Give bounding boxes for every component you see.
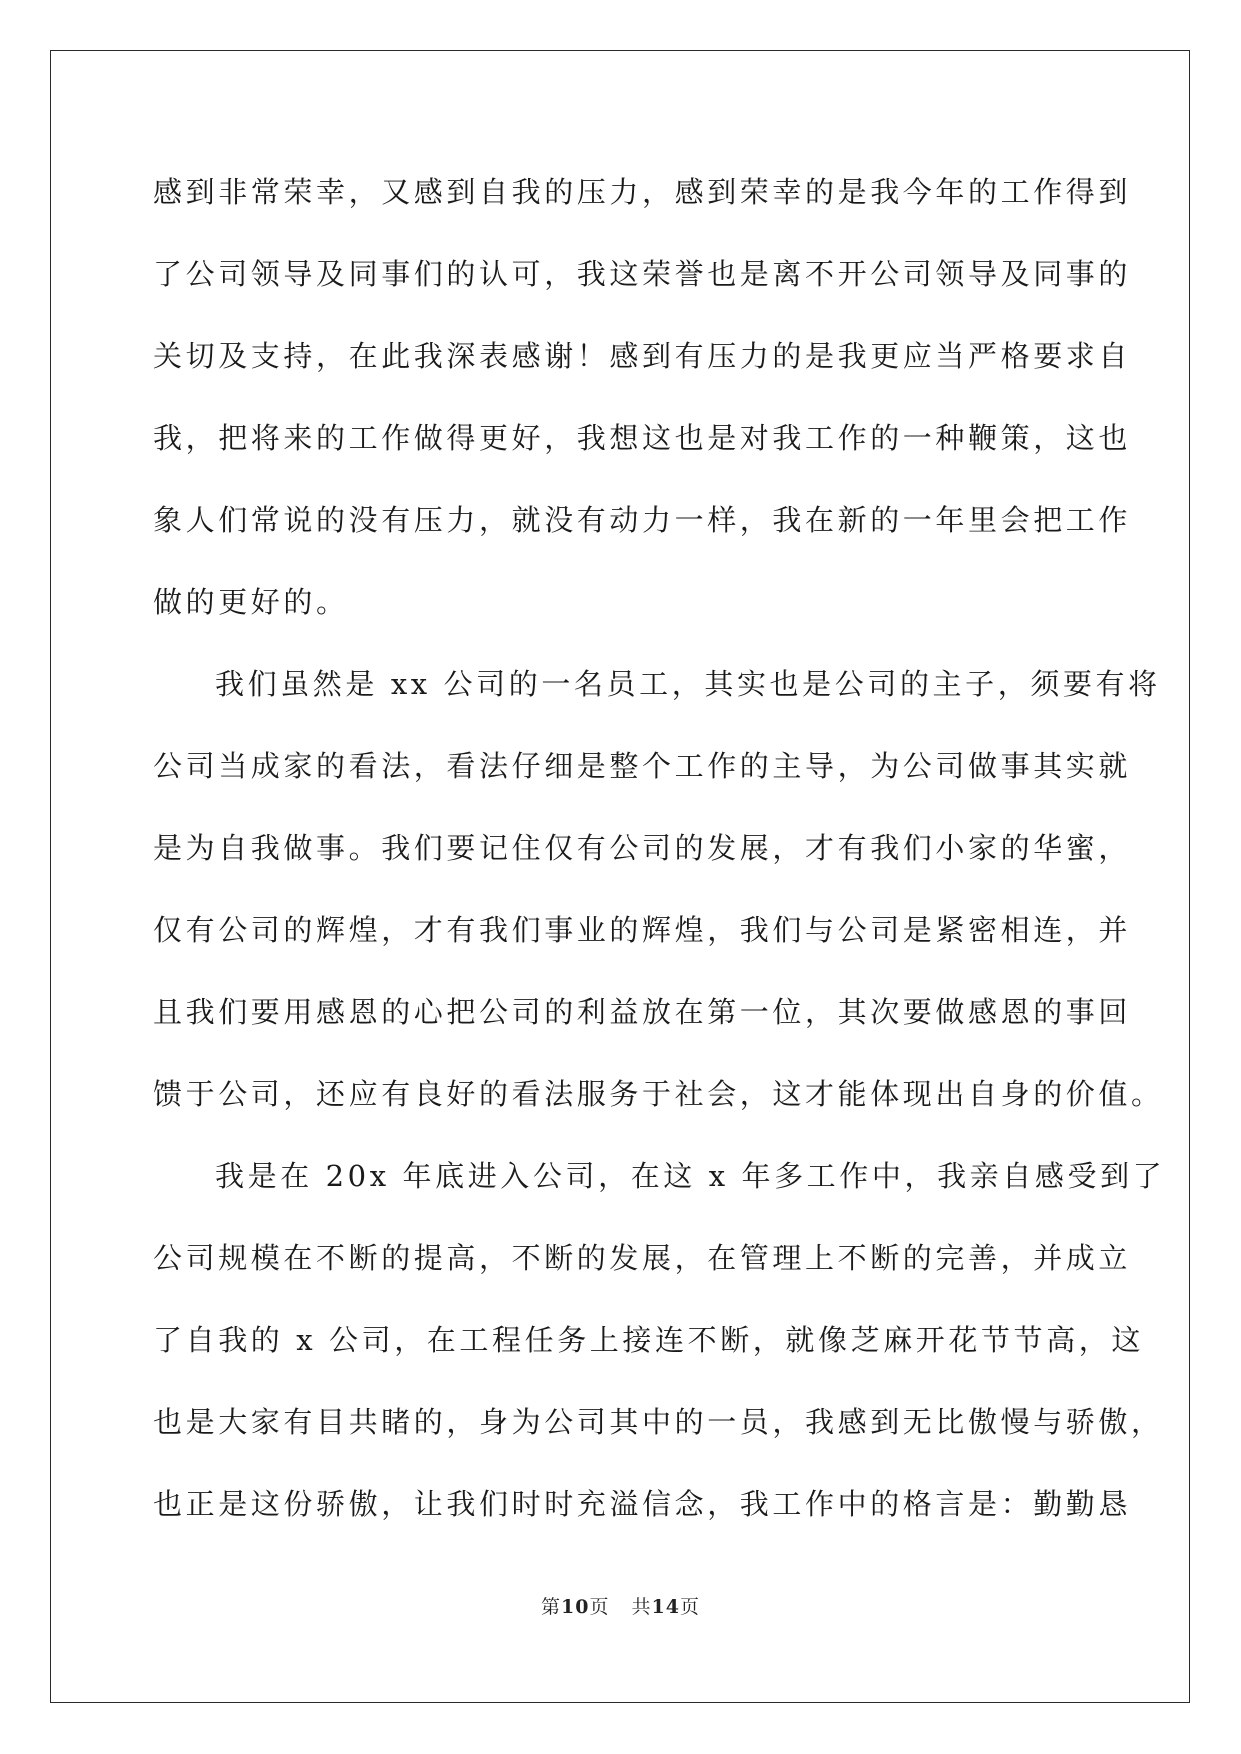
page-number: 10 <box>561 1596 590 1618</box>
text-line: 也正是这份骄傲，让我们时时充溢信念，我工作中的格言是：勤勤恳 <box>153 1487 1132 1521</box>
text-line: 我，把将来的工作做得更好，我想这也是对我工作的一种鞭策，这也 <box>153 421 1132 455</box>
text-line: 且我们要用感恩的心把公司的利益放在第一位，其次要做感恩的事回 <box>153 995 1132 1029</box>
text-line: 也是大家有目共睹的，身为公司其中的一员，我感到无比傲慢与骄傲， <box>153 1405 1164 1439</box>
page-footer <box>0 1592 1241 1619</box>
document-body <box>153 166 1166 1560</box>
text-line: 馈于公司，还应有良好的看法服务于社会，这才能体现出自身的价值。 <box>153 1077 1164 1111</box>
paragraph-start-line: 我是在 20x 年底进入公司，在这 x 年多工作中，我亲自感受到了 <box>215 1159 1166 1193</box>
text-line: 做的更好的。 <box>153 585 349 619</box>
total-suffix: 页 <box>679 1596 700 1618</box>
text-line: 感到非常荣幸，又感到自我的压力，感到荣幸的是我今年的工作得到 <box>153 175 1132 209</box>
text-line: 仅有公司的辉煌，才有我们事业的辉煌，我们与公司是紧密相连，并 <box>153 913 1132 947</box>
total-pages: 14 <box>651 1596 680 1618</box>
text-line: 公司当成家的看法，看法仔细是整个工作的主导，为公司做事其实就 <box>153 749 1132 783</box>
total-prefix: 共 <box>631 1596 652 1618</box>
text-line: 了自我的 x 公司，在工程任务上接连不断，就像芝麻开花节节高，这 <box>153 1323 1144 1357</box>
text-line: 了公司领导及同事们的认可，我这荣誉也是离不开公司领导及同事的 <box>153 257 1132 291</box>
paragraph-start-line: 我们虽然是 xx 公司的一名员工，其实也是公司的主子，须要有将 <box>215 667 1161 701</box>
page-prefix: 第 <box>541 1596 562 1618</box>
text-line: 公司规模在不断的提高，不断的发展，在管理上不断的完善，并成立 <box>153 1241 1132 1275</box>
page-suffix: 页 <box>589 1596 610 1618</box>
text-line: 象人们常说的没有压力，就没有动力一样，我在新的一年里会把工作 <box>153 503 1132 537</box>
text-line: 是为自我做事。我们要记住仅有公司的发展，才有我们小家的华蜜， <box>153 831 1132 865</box>
text-line: 关切及支持，在此我深表感谢！感到有压力的是我更应当严格要求自 <box>153 339 1132 373</box>
